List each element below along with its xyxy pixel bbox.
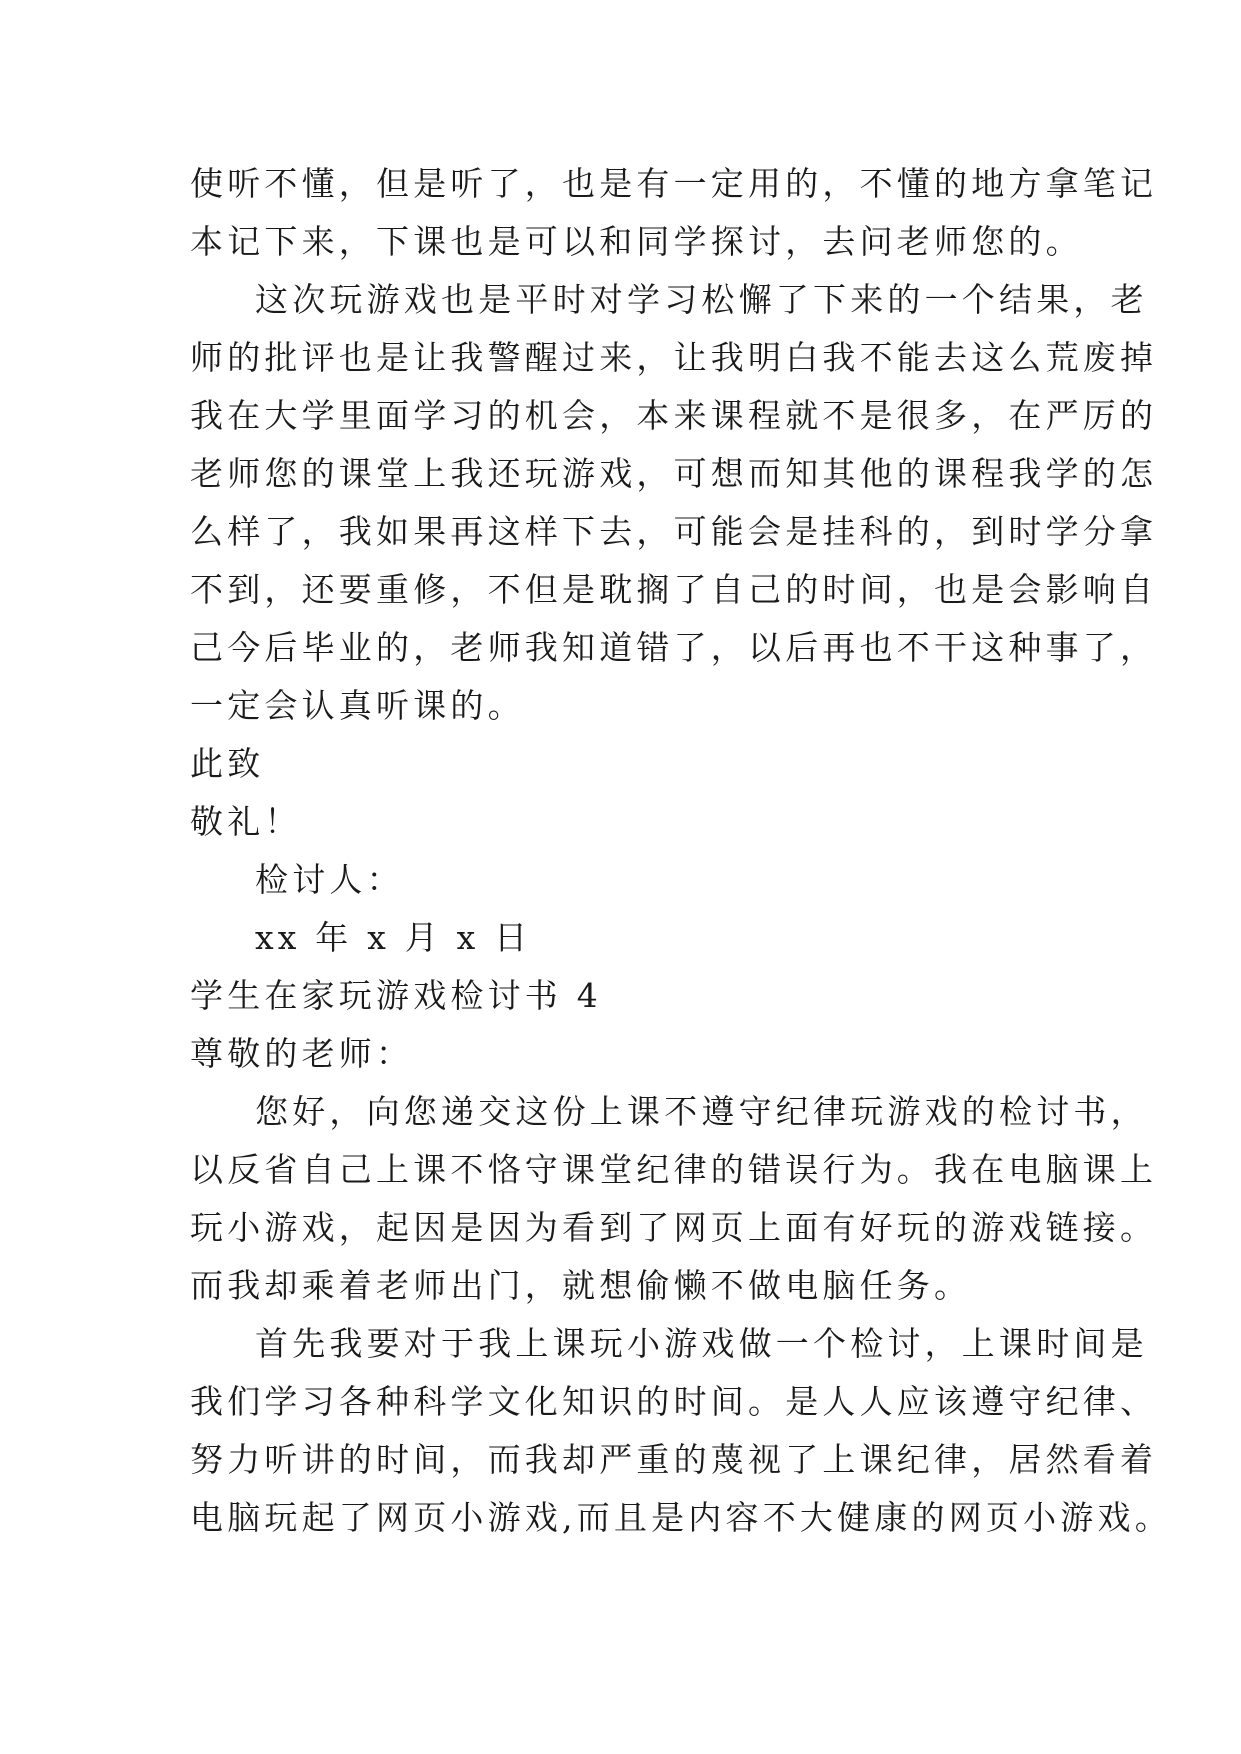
text-line: 使听不懂，但是听了，也是有一定用的，不懂的地方拿笔记 xyxy=(190,164,1158,203)
text-line: 老师您的课堂上我还玩游戏，可想而知其他的课程我学的怎 xyxy=(190,454,1158,493)
text-line: 么样了，我如果再这样下去，可能会是挂科的，到时学分拿 xyxy=(190,512,1158,551)
date-line: xx 年 x 月 x 日 xyxy=(255,918,532,957)
text-line: 以反省自己上课不恪守课堂纪律的错误行为。我在电脑课上 xyxy=(190,1150,1158,1189)
text-line: 本记下来，下课也是可以和同学探讨，去问老师您的。 xyxy=(190,222,1083,261)
text-line: 玩小游戏，起因是因为看到了网页上面有好玩的游戏链接。 xyxy=(190,1208,1158,1247)
text-line: 我在大学里面学习的机会，本来课程就不是很多，在严厉的 xyxy=(190,396,1158,435)
text-line: 这次玩游戏也是平时对学习松懈了下来的一个结果，老 xyxy=(255,280,1148,319)
text-line: 电脑玩起了网页小游戏,而且是内容不大健康的网页小游戏。 xyxy=(190,1498,1172,1537)
text-line: 您好，向您递交这份上课不遵守纪律玩游戏的检讨书， xyxy=(255,1092,1148,1131)
text-line: 师的批评也是让我警醒过来，让我明白我不能去这么荒废掉 xyxy=(190,338,1158,377)
text-line: 努力听讲的时间，而我却严重的蔑视了上课纪律，居然看着 xyxy=(190,1440,1158,1479)
text-line: 而我却乘着老师出门，就想偷懒不做电脑任务。 xyxy=(190,1266,972,1305)
closing-regards: 敬礼！ xyxy=(190,802,302,841)
signature-label: 检讨人： xyxy=(255,860,404,899)
greeting: 尊敬的老师： xyxy=(190,1034,414,1073)
text-line: 首先我要对于我上课玩小游戏做一个检讨，上课时间是 xyxy=(255,1324,1148,1363)
closing-salutation: 此致 xyxy=(190,744,265,783)
text-line: 一定会认真听课的。 xyxy=(190,686,525,725)
text-line: 我们学习各种科学文化知识的时间。是人人应该遵守纪律、 xyxy=(190,1382,1158,1421)
section-heading: 学生在家玩游戏检讨书 4 xyxy=(190,976,602,1015)
text-line: 己今后毕业的，老师我知道错了，以后再也不干这种事了， xyxy=(190,628,1158,667)
text-line: 不到，还要重修，不但是耽搁了自己的时间，也是会影响自 xyxy=(190,570,1158,609)
